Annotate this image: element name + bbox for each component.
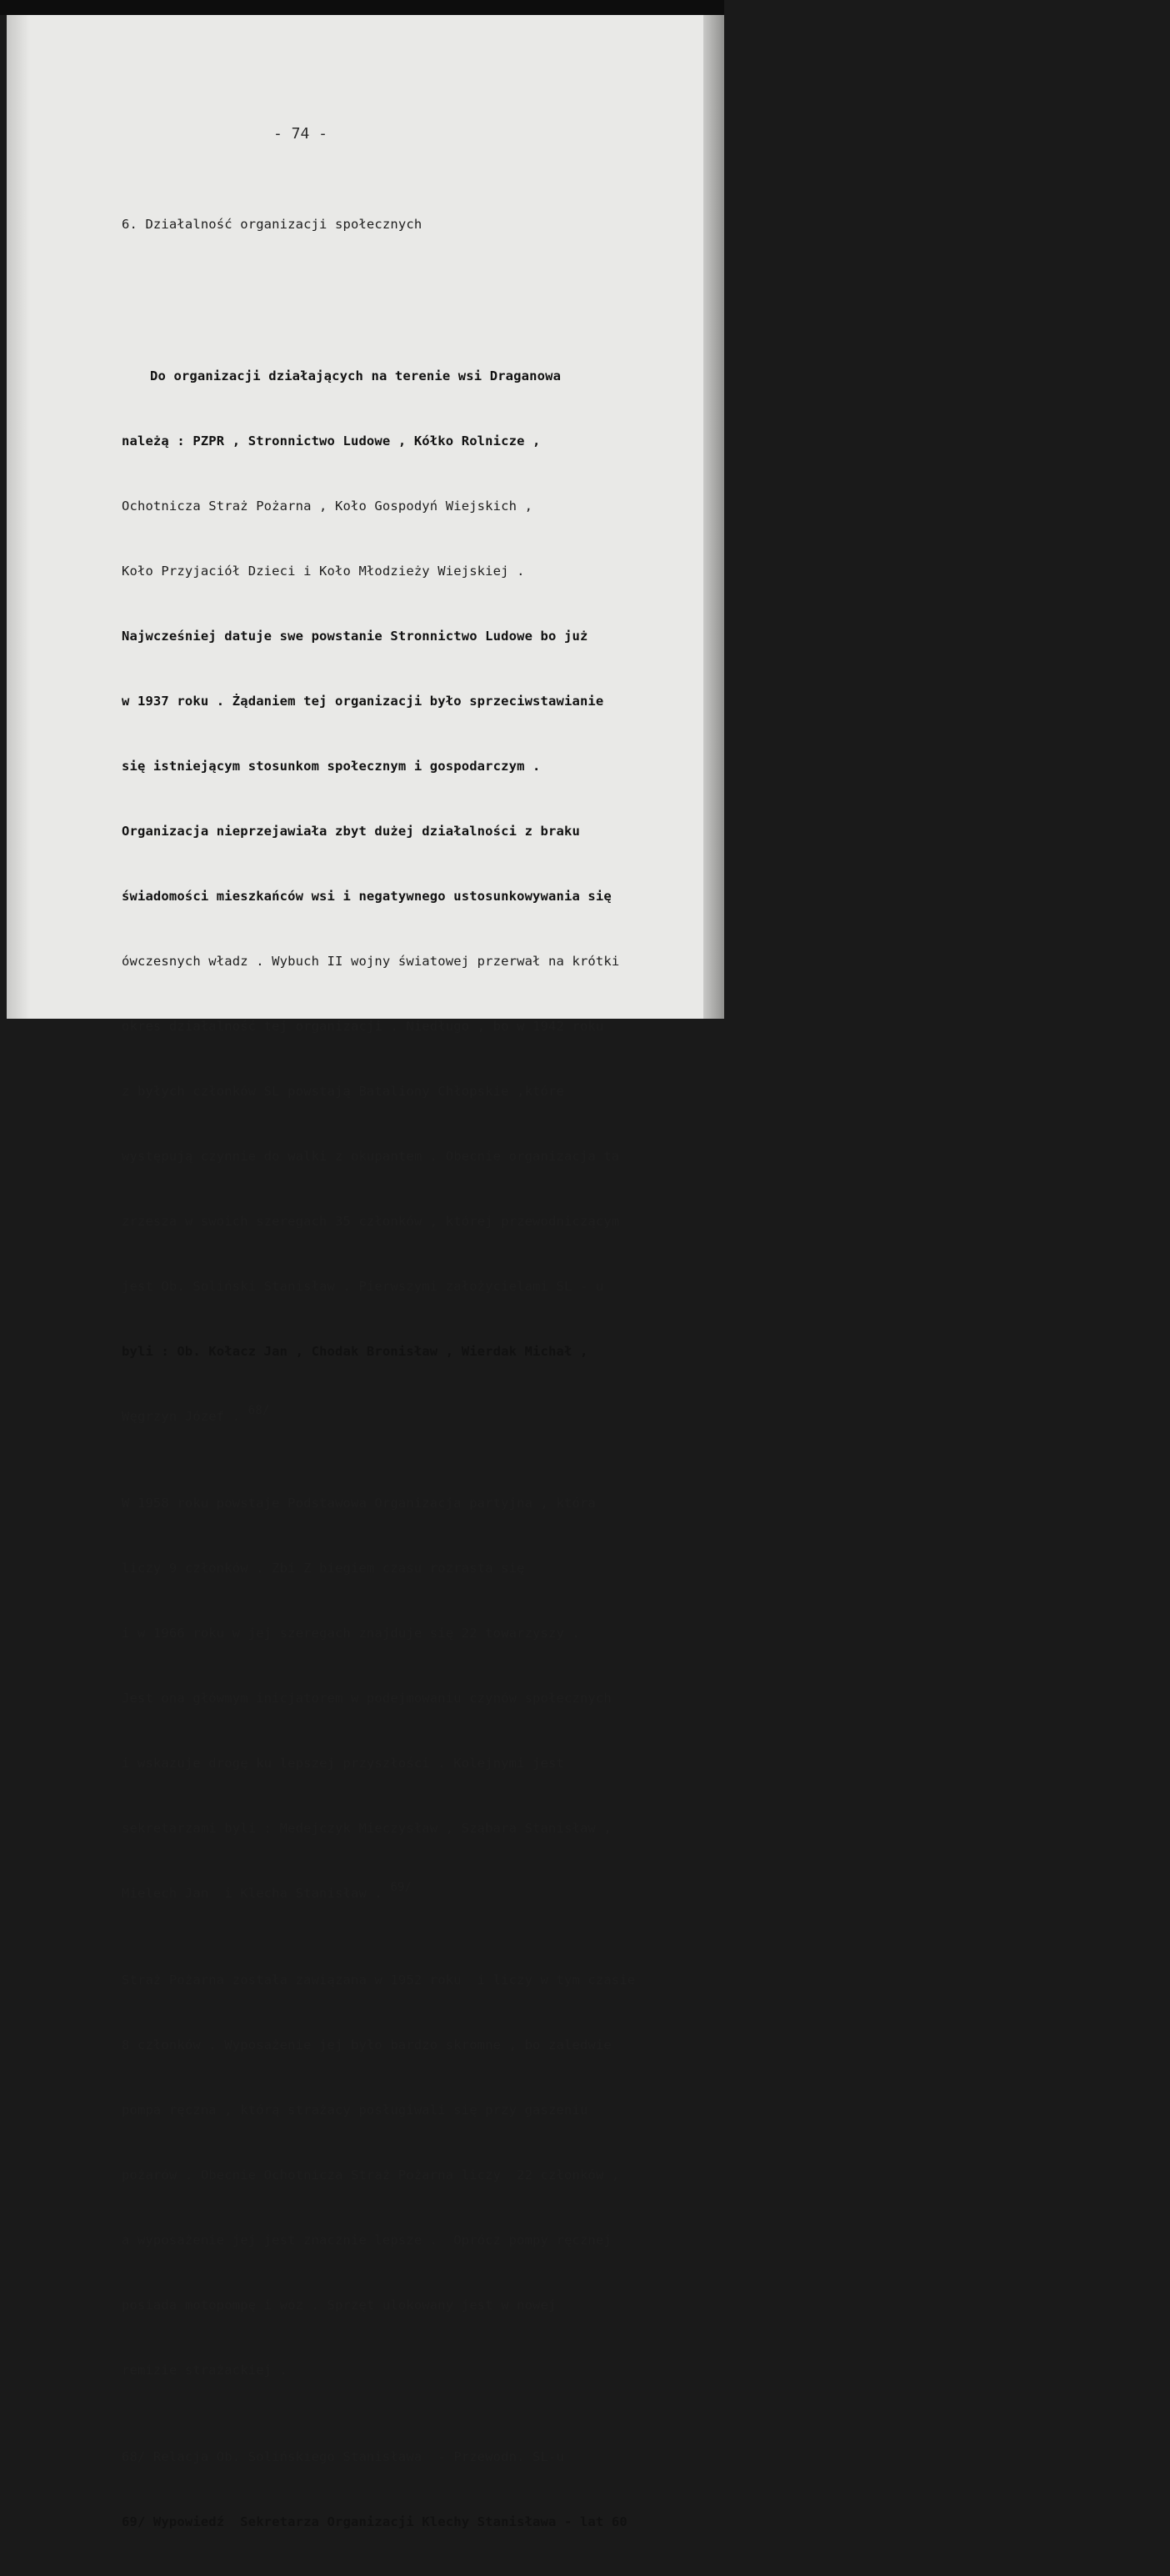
paragraph-1-line: Organizacja nieprzejawiała zbyt dużej działalności z braku	[122, 824, 580, 839]
paragraph-3-line: 8 członków . Wyposażenie jej było bardzo skromne , bo zaledwie	[122, 2037, 612, 2052]
blank-line	[122, 278, 705, 300]
paragraph-1-line: Najwcześniej datuje swe powstanie Stronnictwo Ludowe bo już	[122, 629, 588, 644]
paragraph-2-line: W 1958 roku powstaje Podstawowa Organizacja partyjna , która	[122, 1496, 596, 1511]
paragraph-3-line: a wyposażenie jej jest znacznie lepsze . Oprócz pompy ręcznej	[122, 2233, 612, 2248]
footnote-69: 69/ Wypowiedź Sekretarza Organizacji Klechy Stanisława - lat 60	[122, 2514, 628, 2529]
paragraph-3-line: Straż Pożarna została zawiązana w 1952 roku i liczy w tym czasie	[122, 1972, 636, 1987]
paragraph-1-line: w 1937 roku . Żądaniem tej organizacji było sprzeciwstawianie	[122, 694, 604, 709]
paragraph-3-line: posiada motopompę i wóz . Sprzęt ulokowany jest w nowej	[122, 2298, 557, 2313]
paragraph-1-line: Ochotnicza Straż Pożarna , Koło Gospodyń Wiejskich ,	[122, 499, 533, 514]
paragraph-1-line: występują czynnie do walki z okupantem . Obecnie organizacja ta	[122, 1149, 620, 1164]
paragraph-1-line: świadomości mieszkańców wsi i negatywnego ustosunkowywania się	[122, 889, 612, 904]
footnote-ref-68: 68/	[248, 1404, 270, 1417]
paragraph-1-line: ówczesnych władz . Wybuch II wojny światowej przerwał na krótki	[122, 954, 620, 969]
paragraph-1-line: okres działalność tej organizacji . Niedługo , bo w 1942 roku	[122, 1019, 604, 1034]
document-body	[122, 170, 705, 2576]
section-heading: 6. Działalność organizacji społecznych	[122, 217, 422, 232]
footnote-68: 68/ Relacja Ob. Solińskiego Stanisława - Przewodn. SL-u	[122, 2449, 564, 2464]
paragraph-3-line: pompa ręczna , którą strażacy posługiwali się przy gaszeniu	[122, 2102, 588, 2117]
page-number: - 74 -	[273, 125, 328, 143]
paragraph-2-line: i w 1966 roku w jej szeregach znajduje się 22 towarzyszy .	[122, 1626, 580, 1641]
paragraph-3-line: pożarów . Obecnie Ochotnicza Straż Pożarna liczy 22 członków ,	[122, 2168, 620, 2183]
paragraph-1-line: Do organizacji działających na terenie wsi Draganowa	[150, 368, 562, 383]
paragraph-2-line: sekretarzami byli : Medejczyk Mieczysław , Sząbara Stanisław ,	[122, 1821, 612, 1836]
paragraph-3-line: remizie strażackiej .	[122, 2363, 288, 2378]
paragraph-1-line: zrzesza w swoich szeregach 35 członków , której przewodniczącym	[122, 1214, 620, 1229]
paragraph-1-line: należą : PZPR , Stronnictwo Ludowe , Kółko Rolnicze ,	[122, 434, 541, 449]
paragraph-1-line: Koło Przyjaciół Dzieci i Koło Młodzieży Wiejskiej .	[122, 564, 525, 579]
paragraph-1-line: Węgrzyn Józef .	[122, 1409, 241, 1424]
paragraph-2-line: i wskazuje drogę ku lepszej przyszłości . Kolejnymi jest	[122, 1756, 564, 1771]
paragraph-2-last-line	[122, 1882, 705, 1904]
paragraph-1-line: byli : Ob. Kołacz Jan , Chodak Bronisław , Wierdak Michał ,	[122, 1344, 588, 1359]
footnote-ref-69: 69/	[390, 1881, 412, 1894]
paragraph-1-last-line	[122, 1406, 705, 1427]
paragraph-2-line: Jest ona główmym inicjatorem w podejmowaniu czynów społecznych	[122, 1691, 612, 1706]
paragraph-1-line: z byłych członków SL powstają Bataliony Chłopskie ,które	[122, 1084, 564, 1099]
paragraph-2-line: Mielech Jan i Klecha Stanisław .	[122, 1886, 382, 1901]
paragraph-2-line: liczy 9 członków . Zbi Z biegiem czasu rozrasta się	[122, 1561, 525, 1576]
document-page	[7, 15, 703, 2529]
page-right-edge	[703, 15, 724, 1019]
paragraph-1-line: jest Ob. Soliński Stanisław . Pierwszymi założycielami SL - u	[122, 1279, 604, 1294]
scan-top-border	[0, 0, 724, 15]
paragraph-1-line: się istniejącym stosunkom społecznym i gospodarczym .	[122, 759, 541, 774]
